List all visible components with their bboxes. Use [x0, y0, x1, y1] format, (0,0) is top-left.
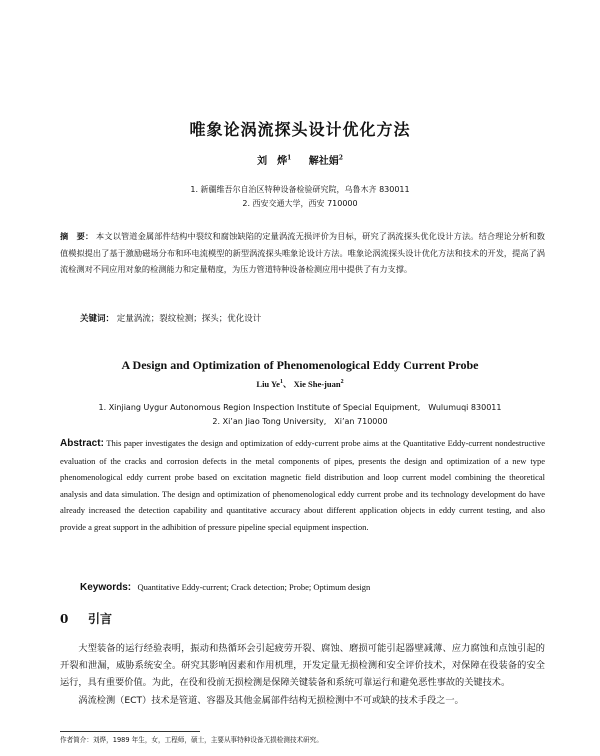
- abstract-en: [60, 435, 545, 536]
- affiliations-cn: [0, 183, 600, 211]
- body-text: [60, 640, 545, 709]
- keywords-cn: [80, 312, 261, 324]
- author-sup: 2: [340, 379, 344, 386]
- keywords-en: [80, 582, 370, 593]
- section-title: 引言: [88, 612, 113, 626]
- author-sup: 1: [287, 154, 292, 162]
- authors-en: Liu Ye$^1$、 Xie She-juan$^2$: [256, 379, 344, 389]
- keywords-en-label: Keywords:: [80, 582, 132, 593]
- footnote-divider: [60, 731, 200, 732]
- abstract-en-text: This paper investigates the design and optimization of eddy-current probe aims at the Quantitative Eddy-current nondestructive evaluation of the cracks and corrosion defects in the metal components of pipes, presents the design and optimization of a new type phenomenological eddy current probe based on excitation magnetic field distribution and loop current model combining the theoretical analysis and data simulation. The design and optimization of phenomenological eddy current probe and its technology development do have already increased the detection capability and quantitative accuracy about different application objects in eddy current testing, and also provide a great support in the adhibition of pressure pipeline special equipment inspection.: [60, 438, 545, 532]
- body-paragraph: 大型装备的运行经验表明，振动和热循环会引起疲劳开裂、腐蚀、磨损可能引起器壁减薄、应力腐蚀和点蚀引起的开裂和泄漏，威胁系统安全。研究其影响因素和作用机理，开发定量无损检测和安全评价技术，对保障在役装备的安全运行，具有重要价值。为此，在役和役前无损检测是保障关键装备和系统可靠运行和避免恶性事故的关键技术。: [60, 643, 545, 689]
- section-heading: [60, 610, 112, 627]
- author-name: 解社娟: [308, 156, 339, 167]
- body-paragraph: 涡流检测（ECT）技术是管道、容器及其他金属部件结构无损检测中不可或缺的技术手段之一。: [78, 694, 464, 706]
- affiliations-en: [0, 401, 600, 429]
- keywords-cn-text: 定量涡流；裂纹检测；探头；优化设计: [116, 314, 262, 324]
- author-sup: 2: [338, 154, 343, 162]
- paper-title-cn: 唯象论涡流探头设计优化方法: [189, 120, 411, 139]
- abstract-cn-text: 本文以管道金属部件结构中裂纹和腐蚀缺陷的定量涡流无损评价为目标，研究了涡流探头优化设计方法。结合理论分析和数值模拟提出了基于激励磁场分布和环电流模型的新型涡流探头唯象论设计方法。唯象论涡流探头设计优化方法和技术的开发，提高了涡流检测对不同应用对象的检测能力和定量精度，为压力管道特种设备检测应用中提供了有力支撑。: [60, 231, 545, 274]
- footnote: 作者简介：刘烨，1989 年生，女，工程师，硕士，主要从事特种设备无损检测技术研究。: [60, 736, 323, 744]
- keywords-cn-label: 关键词：: [80, 314, 115, 324]
- affiliation-line: 2. Xi’an Jiao Tong University, Xi’an 710000: [212, 417, 388, 426]
- affiliation-line: 2. 西安交通大学，西安 710000: [242, 199, 358, 208]
- abstract-cn-label: 摘 要：: [60, 231, 94, 241]
- abstract-cn: [60, 228, 545, 278]
- section-number: 0: [60, 612, 69, 626]
- affiliation-line: 1. 新疆维吾尔自治区特种设备检验研究院，乌鲁木齐 830011: [190, 185, 410, 194]
- keywords-en-text: Quantitative Eddy-current; Crack detection; Probe; Optimum design: [137, 582, 371, 592]
- affiliation-line: 1. Xinjiang Uygur Autonomous Region Inspection Institute of Special Equipment, Wulumuqi 830011: [98, 403, 502, 412]
- author-sup: 1: [279, 379, 283, 386]
- paper-title-en: A Design and Optimization of Phenomenological Eddy Current Probe: [121, 358, 479, 372]
- authors-cn: [0, 152, 600, 167]
- author-name: Xie She-juan: [293, 379, 341, 389]
- abstract-en-label: Abstract:: [60, 438, 104, 449]
- author-name: Liu Ye: [256, 379, 280, 389]
- author-name: 刘 烨: [257, 156, 288, 167]
